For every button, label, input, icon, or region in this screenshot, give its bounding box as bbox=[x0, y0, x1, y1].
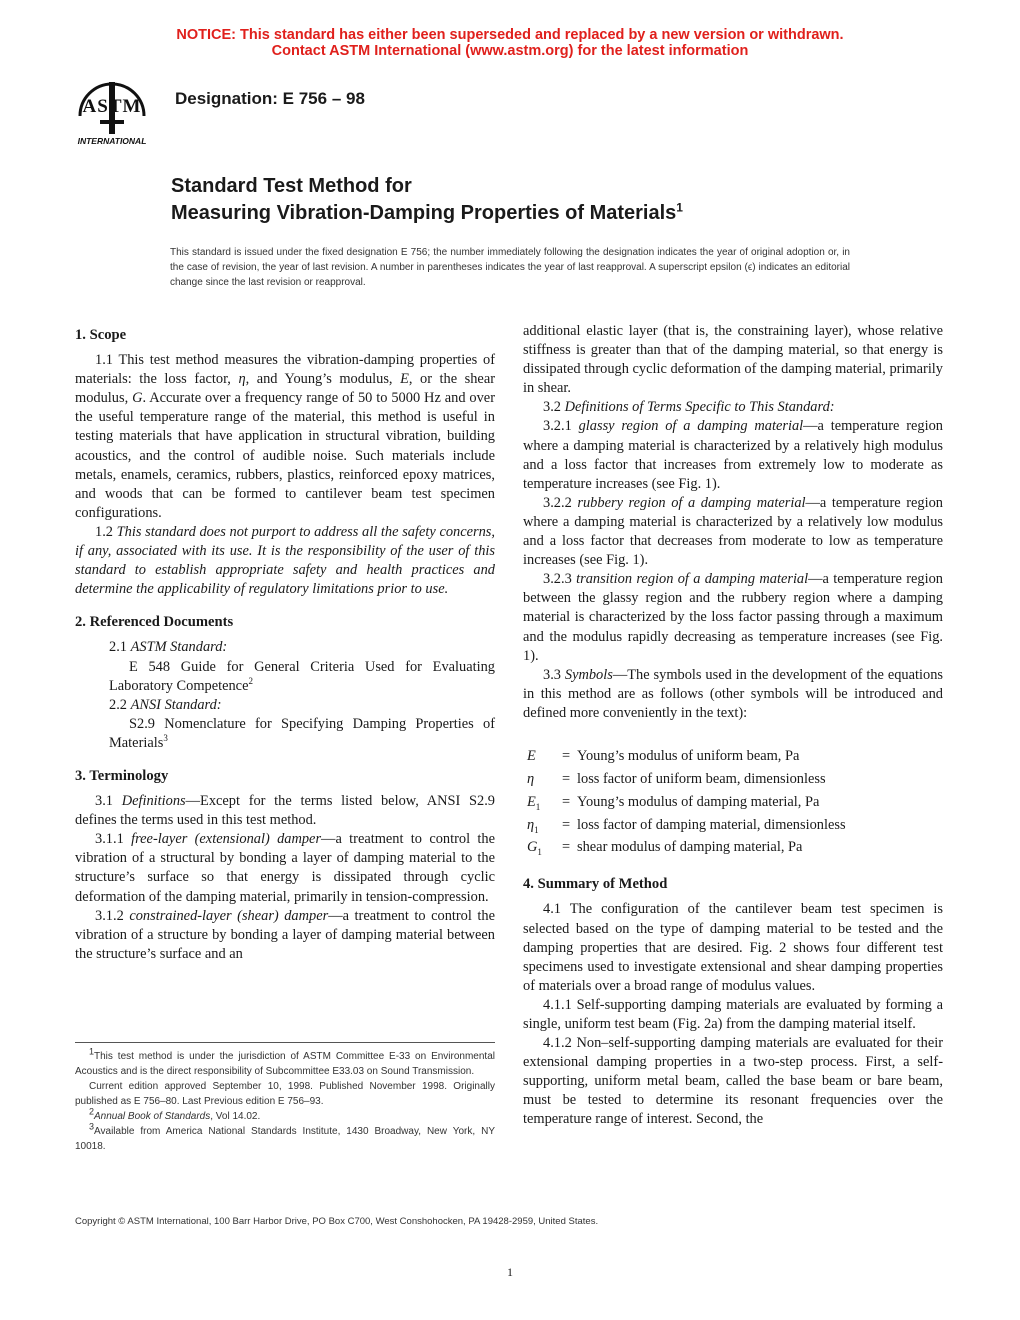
ref-ansi-label: 2.2 ANSI Standard: bbox=[109, 696, 222, 713]
symbol-row bbox=[527, 838, 846, 861]
symbol: $G_1$ bbox=[527, 839, 542, 858]
footnote-3: $^3$Available from America National Standards Institute, 1430 Broadway, New York, NY 10018. bbox=[75, 1121, 495, 1152]
symbol-description: Young’s modulus of damping material, Pa bbox=[577, 793, 820, 810]
term-para-3-2-3: 3.2.3 transition region of a damping material—a temperature region between the glassy region and the rubbery region where a damping material is characterized by the loss factor passing through a maximum and the modulus rapidly decreasing as temperature increases (see Fig. 1). bbox=[523, 571, 943, 664]
footnote-1b: Current edition approved September 10, 1998. Published November 1998. Originally published as E 756–80. Last Previous edition E 756–93. bbox=[75, 1081, 495, 1107]
document-title bbox=[171, 173, 683, 227]
notice-line-1: NOTICE: This standard has either been superseded and replaced by a new version or withdrawn. bbox=[176, 27, 844, 43]
term-para-3-1-1: 3.1.1 free-layer (extensional) damper—a treatment to control the vibration of a structural by bonding a layer of damping material to the structure’s surface so that energy is dissipated through cyclic deformation of the damping material, primarily in tension-compression. bbox=[75, 831, 495, 905]
symbol-row bbox=[527, 793, 846, 816]
logo-text: ASTM bbox=[82, 96, 142, 117]
footnote-1: $^1$This test method is under the jurisdiction of ASTM Committee E-33 on Environmental Acoustics and is the direct responsibility of Subcommittee E33.03 on Sound Transmission. bbox=[75, 1046, 495, 1077]
issued-note: This standard is issued under the fixed designation E 756; the number immediately following the designation indicates the year of original adoption or, in the case of revision, the year of last revision. A number in parentheses indicates the year of last reapproval. A superscript epsilon (ϵ) indicates an editorial change since the last revision or reapproval. bbox=[170, 247, 850, 288]
title-line-2: Measuring Vibration-Damping Properties of Materials$^1$ bbox=[171, 200, 683, 224]
term-para-3-2-2: 3.2.2 rubbery region of a damping material—a temperature region where a damping material is characterized by a relatively low modulus and a loss factor that decreases from moderate to low as temperature increases (see Fig. 1). bbox=[523, 494, 943, 569]
title-line-1: Standard Test Method for bbox=[171, 175, 412, 197]
left-column bbox=[75, 322, 495, 964]
summary-para-4-1-1: 4.1.1 Self-supporting damping materials are evaluated by forming a single, uniform test beam (Fig. 2a) from the damping material itself. bbox=[523, 996, 943, 1032]
section-heading-scope: 1. Scope bbox=[75, 327, 127, 343]
section-heading-referenced: 2. Referenced Documents bbox=[75, 614, 234, 631]
logo-subtext: INTERNATIONAL bbox=[77, 136, 147, 146]
term-para-3-2-1: 3.2.1 glassy region of a damping material—a temperature region where a damping material is characterized by a relatively high modulus and a loss factor that increases from extremely low to moderate as temperature increases (see Fig. 1). bbox=[523, 418, 943, 492]
symbol-row bbox=[527, 747, 846, 770]
symbol-description: Young’s modulus of uniform beam, Pa bbox=[577, 747, 800, 764]
symbol-equals: = bbox=[561, 816, 571, 833]
term-para-3-1: 3.1 Definitions—Except for the terms listed below, ANSI S2.9 defines the terms used in this test method. bbox=[75, 793, 495, 829]
symbol-equals: = bbox=[561, 747, 571, 764]
symbol-row bbox=[527, 816, 846, 839]
astm-logo bbox=[62, 76, 162, 150]
section-heading-terminology: 3. Terminology bbox=[75, 767, 169, 784]
symbol: η bbox=[527, 770, 535, 787]
footnotes bbox=[75, 1042, 495, 1154]
notice-line-2: Contact ASTM International (www.astm.org) for the latest information bbox=[271, 43, 749, 59]
symbols-table bbox=[527, 747, 846, 861]
symbol: E bbox=[527, 747, 536, 764]
symbol-equals: = bbox=[561, 839, 571, 856]
symbol: $E_1$ bbox=[527, 793, 541, 812]
astm-logo-icon bbox=[62, 76, 162, 150]
term-para-3-2: 3.2 Definitions of Terms Specific to This Standard: bbox=[543, 399, 835, 416]
term-para-3-1-2: 3.1.2 constrained-layer (shear) damper—a treatment to control the vibration of a structure by bonding a layer of damping material between the structure’s surface and an bbox=[75, 907, 495, 962]
symbol-row bbox=[527, 770, 846, 793]
symbol-equals: = bbox=[561, 770, 571, 787]
ref-s2-9: S2.9 Nomenclature for Specifying Damping Properties of Materials$^3$ bbox=[109, 715, 495, 751]
ref-astm-label: 2.1 ASTM Standard: bbox=[109, 639, 228, 656]
symbol-description: shear modulus of damping material, Pa bbox=[577, 839, 803, 856]
scope-para-1-1: 1.1 This test method measures the vibration-damping properties of materials: the loss factor, η, and Young’s modulus, E, or the shear modulus, G. Accurate over a frequency range of 50 to 5000 Hz and over the useful temperature range of the material, this method is useful in testing materials that have application in structural vibration, building acoustics, and the control of audible noise. Such materials include metals, enamels, ceramics, rubbers, plastics, reinforced epoxy matrices, and woods that can be formed to cantilever beam test specimen configurations. bbox=[75, 352, 495, 521]
term-para-3-1-2-cont: additional elastic layer (that is, the constraining layer), whose relative stiffness is greater than that of the damping material, so that energy is dissipated through cyclic deformation of the damping material, primarily in shear. bbox=[523, 323, 944, 397]
symbol-description: loss factor of uniform beam, dimensionless bbox=[577, 770, 826, 787]
right-column bbox=[523, 322, 943, 1130]
scope-para-1-2: 1.2 This standard does not purport to address all the safety concerns, if any, associated with its use. It is the responsibility of the user of this standard to establish appropriate safety and health practices and determine the applicability of regulatory limitations prior to use. bbox=[75, 523, 495, 598]
symbol: $\eta_1$ bbox=[527, 816, 539, 835]
footnote-2: $^2$Annual Book of Standards, Vol 14.02. bbox=[89, 1106, 261, 1122]
designation: Designation: E 756 – 98 bbox=[175, 89, 365, 108]
ref-e548: E 548 Guide for General Criteria Used for Evaluating Laboratory Competence$^2$ bbox=[109, 658, 495, 694]
copyright: Copyright © ASTM International, 100 Barr Harbor Drive, PO Box C700, West Conshohocken, PA 19428-2959, United States. bbox=[75, 1216, 599, 1227]
summary-para-4-1-2: 4.1.2 Non–self-supporting damping materials are evaluated for their extensional damping properties in a two-step process. First, a self-supporting, uniform metal beam, called the base beam or bare beam, must be tested to determine its resonant frequencies over the temperature range of interest. Second, the bbox=[523, 1035, 943, 1128]
term-para-3-3: 3.3 Symbols—The symbols used in the development of the equations in this method are as follows (other symbols will be introduced and defined more conveniently in the text): bbox=[523, 666, 943, 721]
page-number: 1 bbox=[507, 1265, 513, 1279]
summary-para-4-1: 4.1 The configuration of the cantilever beam test specimen is selected based on the type of damping material to be tested and the damping properties that are desired. Fig. 2 shows four different test specimens used to investigate extensional and shear damping properties of materials over a broad range of modulus values. bbox=[523, 901, 943, 994]
section-heading-summary: 4. Summary of Method bbox=[523, 876, 668, 893]
title-footnote-mark: 1 bbox=[676, 200, 683, 215]
symbol-equals: = bbox=[561, 793, 571, 810]
symbol-description: loss factor of damping material, dimensionless bbox=[577, 816, 846, 833]
